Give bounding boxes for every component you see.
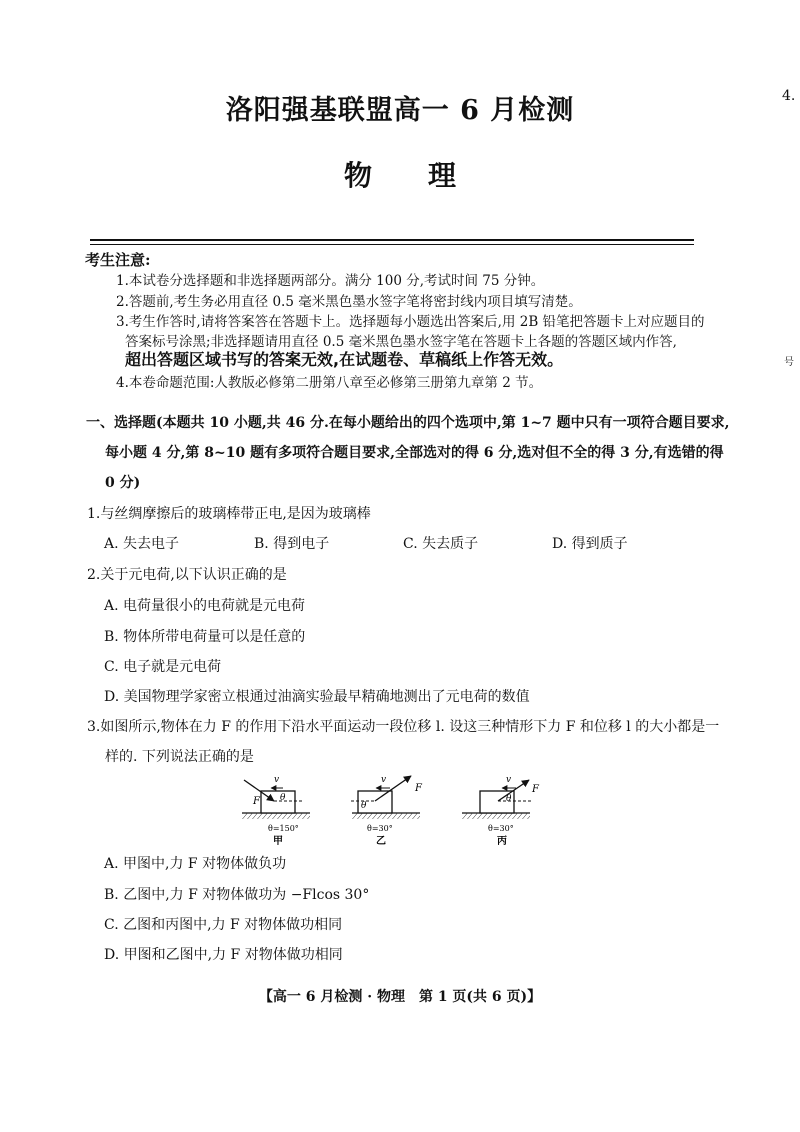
notice-item: 1.本试卷分选择题和非选择题两部分。满分 100 分,考试时间 75 分钟。 — [116, 273, 545, 289]
edge-page-number: 4. — [782, 88, 796, 104]
figure-bing — [462, 775, 540, 847]
notice-item: 答案标号涂黑;非选择题请用直径 0.5 毫米黑色墨水签字笔在答题卡上各题的答题区域内作答, — [125, 334, 677, 350]
ground-hatch — [242, 813, 310, 819]
figure-jia — [242, 775, 310, 847]
angle-caption: θ=150° — [268, 824, 299, 833]
q3-option-b: B. 乙图中,力 F 对物体做功为 −Flcos 30° — [104, 887, 370, 903]
force-label: F — [253, 796, 260, 807]
angle-caption: θ=30° — [367, 824, 393, 833]
force-label: F — [532, 784, 539, 795]
q1-option-d: D. 得到质子 — [552, 536, 628, 552]
notice-item: 3.考生作答时,请将答案答在答题卡上。选择题每小题选出答案后,用 2B 铅笔把答题卡上对应题目的 — [116, 314, 705, 330]
q1-option-c: C. 失去质子 — [403, 536, 479, 552]
figure-label: 甲 — [273, 836, 283, 847]
ground-hatch — [462, 813, 530, 819]
page-footer: 【高一 6 月检测 · 物理 第 1 页(共 6 页)】 — [258, 989, 542, 1005]
section-heading-cont: 每小题 4 分,第 8~10 题有多项符合题目要求,全部选对的得 6 分,选对但不全的得 3 分,有选错的得 — [105, 445, 724, 461]
q1-option-b: B. 得到电子 — [254, 536, 330, 552]
force-label: F — [415, 783, 422, 794]
force-diagrams — [240, 768, 540, 850]
ground-hatch — [352, 813, 420, 819]
exam-title: 洛阳强基联盟高一 6 月检测 — [225, 95, 575, 126]
header-rule-thin — [90, 244, 694, 245]
q3-option-a: A. 甲图中,力 F 对物体做负功 — [104, 856, 287, 872]
q2-option-d: D. 美国物理学家密立根通过油滴实验最早精确地测出了元电荷的数值 — [104, 689, 530, 705]
binding-margin-mark: 号 — [784, 357, 794, 368]
notice-item: 4.本卷命题范围:人教版必修第二册第八章至必修第三册第九章第 2 节。 — [116, 375, 543, 391]
q2-option-c: C. 电子就是元电荷 — [104, 659, 222, 675]
q2-option-a: A. 电荷量很小的电荷就是元电荷 — [104, 598, 306, 614]
q2-option-b: B. 物体所带电荷量可以是任意的 — [104, 629, 306, 645]
section-heading: 一、选择题(本题共 10 小题,共 46 分.在每小题给出的四个选项中,第 1~7 题中只有一项符合题目要求, — [86, 415, 730, 431]
question-1-stem: 1.与丝绸摩擦后的玻璃棒带正电,是因为玻璃棒 — [87, 506, 371, 522]
theta-label: θ — [280, 793, 286, 803]
notice-item-emphasis: 超出答题区域书写的答案无效,在试题卷、草稿纸上作答无效。 — [125, 350, 564, 369]
question-2-stem: 2.关于元电荷,以下认识正确的是 — [87, 567, 287, 583]
q1-option-a: A. 失去电子 — [104, 536, 180, 552]
header-rule-thick — [90, 239, 694, 241]
angle-caption: θ=30° — [488, 824, 514, 833]
question-3-stem: 3.如图所示,物体在力 F 的作用下沿水平面运动一段位移 l. 设这三种情形下力 F 和位移 l 的大小都是一 — [87, 719, 720, 735]
subject-title: 物理 — [343, 159, 512, 192]
block — [261, 791, 295, 813]
velocity-label: v — [381, 775, 387, 785]
figure-yi — [351, 775, 423, 847]
notice-item: 2.答题前,考生务必用直径 0.5 毫米黑色墨水签字笔将密封线内项目填写清楚。 — [116, 294, 582, 310]
notice-heading: 考生注意: — [85, 251, 151, 269]
figure-label: 丙 — [497, 836, 507, 847]
q3-option-c: C. 乙图和丙图中,力 F 对物体做功相同 — [104, 917, 343, 933]
theta-label: θ — [506, 794, 512, 804]
section-heading-cont: 0 分) — [105, 475, 141, 491]
velocity-label: v — [274, 775, 280, 785]
question-3-stem-cont: 样的. 下列说法正确的是 — [105, 749, 254, 765]
theta-label: θ — [361, 801, 367, 811]
velocity-label: v — [506, 775, 512, 785]
q3-option-d: D. 甲图和乙图中,力 F 对物体做功相同 — [104, 947, 343, 963]
figure-label: 乙 — [376, 836, 386, 847]
